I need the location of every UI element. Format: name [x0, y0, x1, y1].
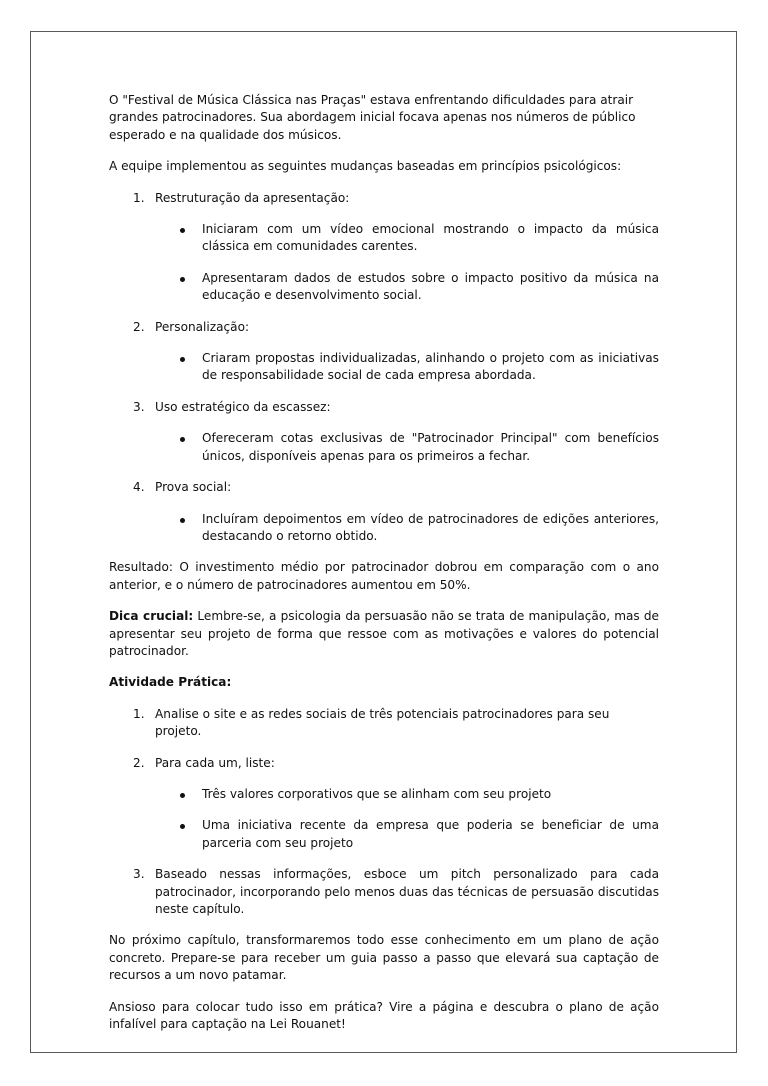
bullet-icon [180, 793, 185, 798]
bullet-text: Criaram propostas individualizadas, alinhando o projeto com as iniciativas de responsabilidade social de cada empresa abordada. [202, 351, 659, 383]
change-title: Restruturação da apresentação: [155, 190, 350, 205]
activity-text: Baseado nessas informações, esboce um pitch personalizado para cada patrocinador, incorporando pelo menos duas das técnicas de persuasão discutidas neste capítulo. [155, 867, 659, 916]
activity-number: 2. [133, 755, 145, 770]
change-number: 1. [133, 190, 145, 205]
activity-number: 3. [133, 867, 145, 882]
bullet-item [155, 511, 659, 546]
tip-paragraph [109, 608, 659, 660]
activity-number: 1. [133, 706, 145, 721]
change-item-2 [109, 319, 659, 385]
change-bullets [155, 511, 659, 546]
result-paragraph: Resultado: O investimento médio por patrocinador dobrou em comparação com o ano anterior, e o número de patrocinadores aumentou em 50%. [109, 560, 659, 592]
bullet-icon [180, 518, 185, 523]
document-body [109, 92, 659, 1047]
closing-paragraph: Ansioso para colocar tudo isso em prática? Vire a página e descubra o plano de ação infalível para captação na Lei Rouanet! [109, 999, 659, 1032]
intro-paragraph: O "Festival de Música Clássica nas Praças" estava enfrentando dificuldades para atrair grandes patrocinadores. Sua abordagem inicial focava apenas nos números de público esperado e na qualidade dos músicos. [109, 93, 636, 142]
activity-heading: Atividade Prática: [109, 675, 232, 690]
activity-step-1 [109, 706, 659, 741]
bullet-icon [180, 357, 185, 362]
bullet-text: Incluíram depoimentos em vídeo de patrocinadores de edições anteriores, destacando o retorno obtido. [202, 511, 659, 543]
change-title: Personalização: [155, 319, 250, 334]
bullet-icon [180, 277, 185, 282]
bullet-item [155, 350, 659, 385]
bullet-text: Ofereceram cotas exclusivas de "Patrocinador Principal" com benefícios únicos, disponíveis apenas para os primeiros a fechar. [202, 431, 659, 463]
change-item-1 [109, 190, 659, 305]
change-item-4 [109, 479, 659, 545]
activity-text: Para cada um, liste: [155, 755, 275, 770]
activity-step-3 [109, 866, 659, 918]
change-number: 4. [133, 480, 145, 495]
change-bullets [155, 221, 659, 305]
change-title: Uso estratégico da escassez: [155, 399, 331, 414]
activity-step-2 [109, 755, 659, 853]
next-chapter-paragraph: No próximo capítulo, transformaremos todo esse conhecimento em um plano de ação concreto. Prepare-se para receber um guia passo a passo que elevará sua captação de recursos a um novo patamar. [109, 933, 659, 983]
bullet-icon [180, 824, 185, 829]
change-item-3 [109, 399, 659, 465]
bullet-text: Três valores corporativos que se alinham com seu projeto [202, 786, 552, 801]
bullet-item [155, 221, 659, 256]
bullet-text: Apresentaram dados de estudos sobre o impacto positivo da música na educação e desenvolvimento social. [202, 270, 659, 303]
bullet-icon [180, 437, 185, 442]
tip-text: Lembre-se, a psicologia da persuasão não se trata de manipulação, mas de apresentar seu projeto de forma que ressoe com as motivações e valores do potencial patrocinador. [109, 609, 659, 658]
bullet-text: Iniciaram com um vídeo emocional mostrando o impacto da música clássica em comunidades carentes. [202, 222, 659, 254]
changes-intro: A equipe implementou as seguintes mudanças baseadas em princípios psicológicos: [109, 159, 622, 174]
change-title: Prova social: [155, 480, 232, 495]
tip-label: Dica crucial: [109, 609, 194, 624]
change-bullets [155, 430, 659, 465]
bullet-item [155, 430, 659, 465]
bullet-item [155, 270, 659, 305]
change-number: 2. [133, 319, 145, 334]
activity-bullets [155, 786, 659, 852]
bullet-item [155, 786, 659, 803]
bullet-text: Uma iniciativa recente da empresa que poderia se beneficiar de uma parceria com seu projeto [202, 818, 659, 850]
changes-list [109, 190, 659, 546]
bullet-icon [180, 228, 185, 233]
activity-text: Analise o site e as redes sociais de três potenciais patrocinadores para seu projeto. [155, 706, 610, 739]
activity-list [109, 706, 659, 919]
bullet-item [155, 817, 659, 852]
change-number: 3. [133, 399, 145, 414]
change-bullets [155, 350, 659, 385]
